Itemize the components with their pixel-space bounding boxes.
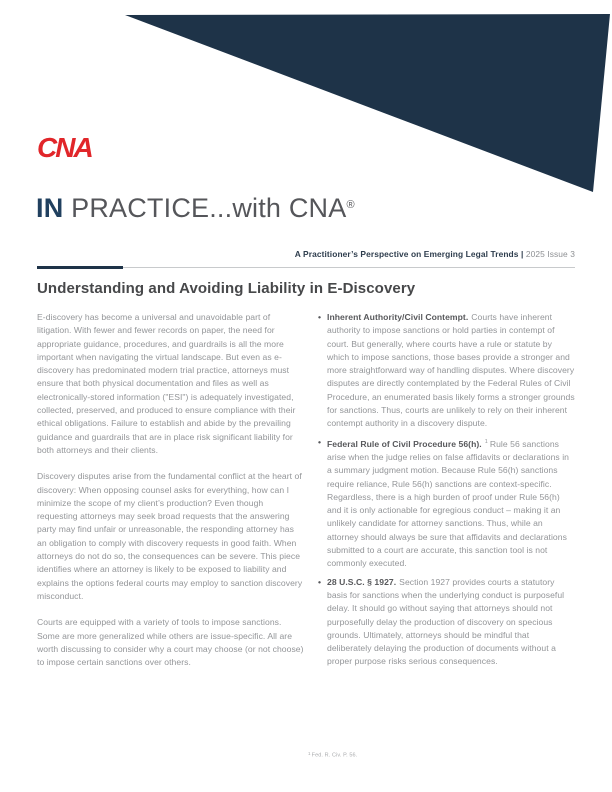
footnote bbox=[308, 751, 357, 759]
corner-banner-shape bbox=[0, 0, 612, 220]
registered-mark: ® bbox=[346, 199, 355, 211]
bullet-lead: Federal Rule of Civil Procedure 56(h). bbox=[327, 438, 482, 449]
list-item-rule-56h bbox=[318, 436, 575, 571]
footnote-reference: 1 bbox=[484, 438, 488, 445]
bullet-icon: • bbox=[318, 312, 322, 322]
bullet-text: Courts have inherent authority to impose sanctions or hold parties in contempt of court. But generally, where courts have a rule or statute by which to impose sanctions, those bases provide a stronger and more straightforward way of handling disputes. Where discovery disputes are directly contemplated by the Federal Rules of Civil Procedure, an enumerated basis likely forms a stronger grounds for sanctions. Thus, courts are unlikely to rely on their inherent contempt authority in a discovery dispute. bbox=[327, 312, 575, 429]
bullet-lead: 28 U.S.C. § 1927. bbox=[327, 576, 397, 587]
footnote-number: 1 bbox=[308, 751, 311, 756]
paragraph-1: E-discovery has become a universal and unavoidable part of litigation. With fewer and fewer records on paper, the need for appropriate guidance, procedures, and guardrails is all the more important when navigating the virtual landscape. But even as e-discovery has predominated modern trial practice, attorneys must ensure that both physical documentation and files as well as electronically-stored information ("ESI") is adequately investigated, collected, preserved, and produced to ensure compliance with their ethical obligations. Failure to establish and abide by the prevailing guidance and guardrails that are in place risk significant liability for both attorneys and their clients. bbox=[37, 312, 296, 455]
article-heading: Understanding and Avoiding Liability in E-Discovery bbox=[37, 280, 416, 297]
bullet-text: Section 1927 provides courts a statutory basis for sanctions when the underlying conduct is purposeful delay. It should go without saying that attorneys should not purposefully delay the production of discovery on specious grounds. Ultimately, attorneys should be mindful that deliberately delaying the production of documents without a proper purpose risks serious consequences. bbox=[327, 576, 565, 667]
paragraph-3: Courts are equipped with a variety of tools to impose sanctions. Some are more generalized while others are issue-specific. All are worth discussing to consider why a court may choose (or not choose) to impose certain sanctions over others. bbox=[37, 617, 304, 668]
masthead-title bbox=[36, 193, 355, 224]
list-item-inherent-authority bbox=[318, 311, 575, 431]
bullet-icon: • bbox=[318, 576, 322, 587]
bullet-icon: • bbox=[318, 436, 322, 447]
footnote-text: Fed. R. Civ. P. 56. bbox=[311, 752, 358, 759]
cna-logo: CNA bbox=[37, 132, 92, 163]
bullet-lead: Inherent Authority/Civil Contempt. bbox=[327, 312, 469, 322]
sanctions-list bbox=[318, 311, 575, 669]
paragraph-2: Discovery disputes arise from the fundamental conflict at the heart of discovery: When opposing counsel asks for everything, how can I minimize the scope of my client’s production? Even though requesting attorneys may seek broad requests that the answering party may find unfair or unreasonable, the responding attorney has an obligation to comply with discovery requests in good faith. When attorneys do not do so, the consequences can be severe. This piece identifies where an attorney is likely to be exposed to liability and explains the options federal courts may employ to sanction discovery misconduct. bbox=[37, 471, 303, 601]
left-column bbox=[37, 311, 305, 682]
masthead-rest: PRACTICE...with CNA bbox=[63, 193, 347, 223]
tagline-issue: 2025 Issue 3 bbox=[525, 249, 575, 259]
list-item-section-1927 bbox=[318, 576, 575, 669]
article-body bbox=[37, 311, 575, 682]
tagline bbox=[295, 249, 575, 259]
tagline-title: A Practitioner’s Perspective on Emerging Legal Trends | bbox=[294, 249, 524, 259]
bullet-text: Rule 56 sanctions arise when the judge relies on false affidavits or declarations in a summary judgment motion. Because Rule 56(h) sanctions require reliance, Rule 56(h) sanctions are context-specific. Regardless, there is a high burden of proof under Rule 56(h) and it is only actionable for egregious conduct – making it an unlikely candidate for attorney sanctions. Thus, while an attorney should always be sure that affidavits and declarations submitted to a court are accurate, this sanction tool is not commonly executed. bbox=[327, 438, 569, 569]
masthead-in: IN bbox=[36, 193, 64, 223]
right-column bbox=[318, 311, 575, 682]
divider-rule bbox=[37, 266, 575, 269]
divider-accent bbox=[37, 266, 123, 269]
